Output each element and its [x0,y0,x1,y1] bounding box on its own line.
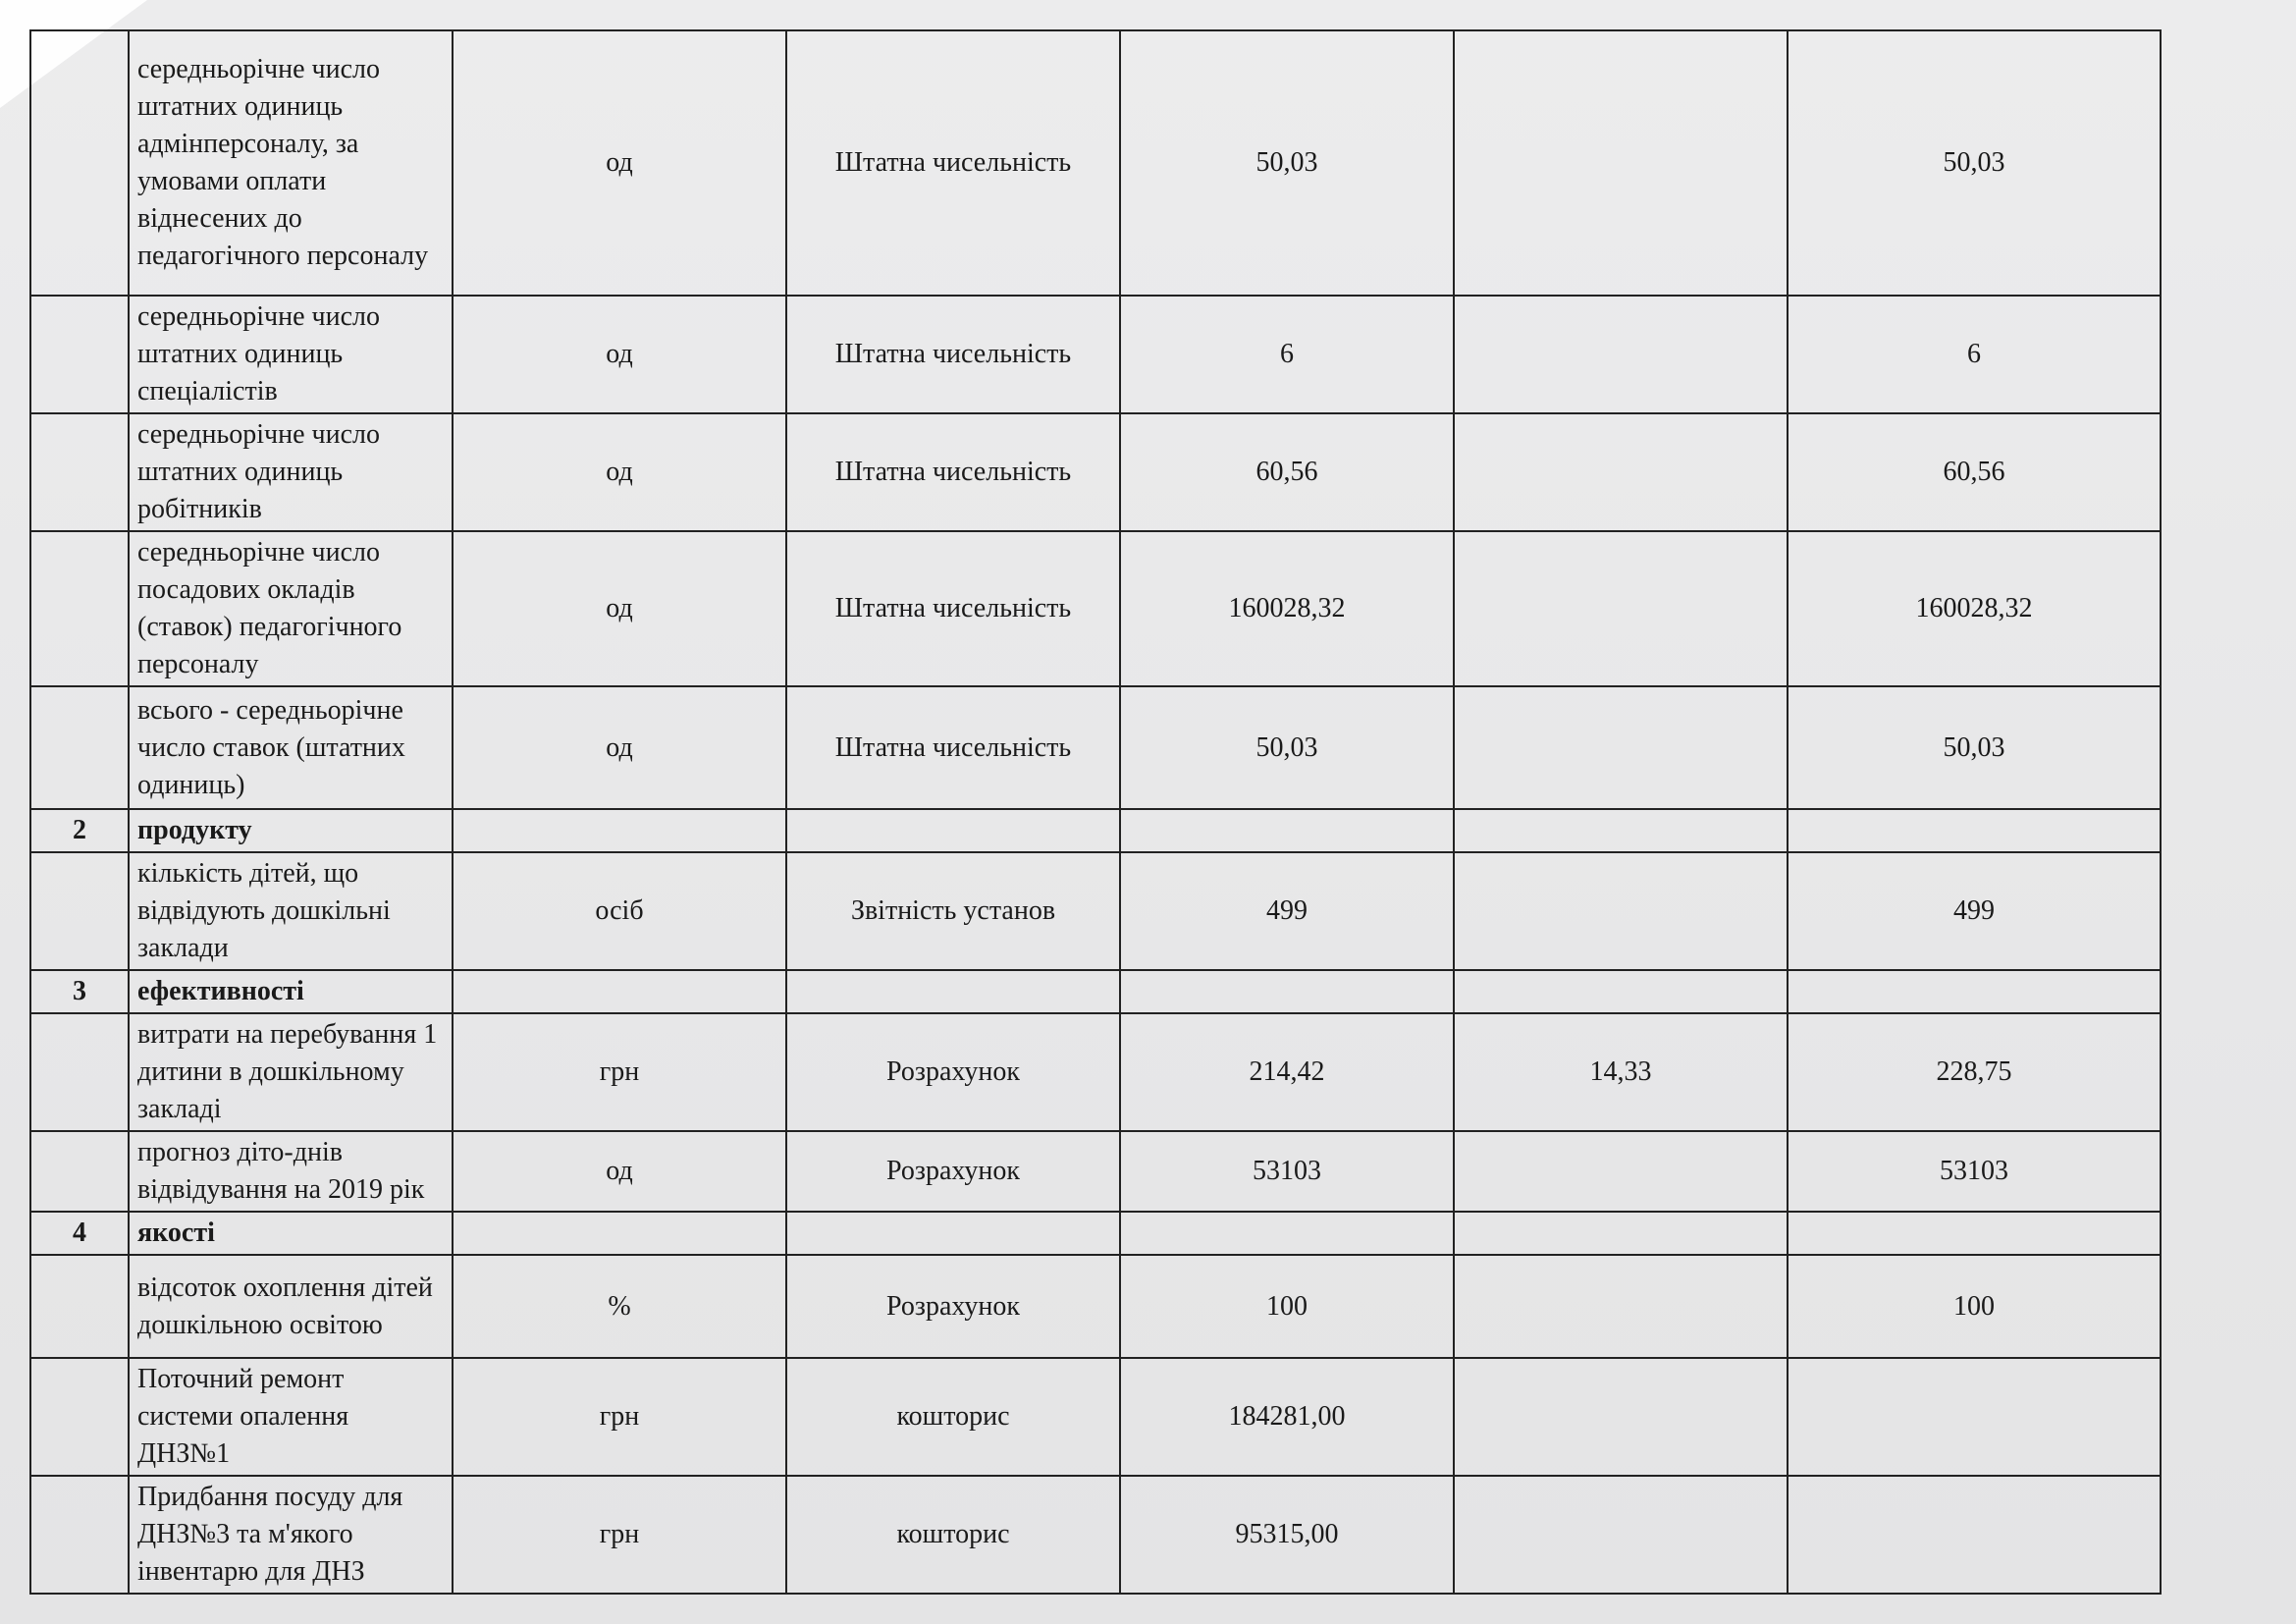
value-cell-3: 499 [1788,852,2161,970]
unit-cell: од [453,686,786,809]
unit-cell: грн [453,1013,786,1131]
indicator-name-cell: кількість дітей, що відвідують дошкільні заклади [129,852,453,970]
table-row [30,1358,2161,1476]
value-cell-1: 100 [1120,1255,1454,1358]
row-number-cell [30,1013,129,1131]
value-cell-2 [1454,30,1788,296]
table-row [30,531,2161,686]
source-cell [786,809,1120,852]
value-cell-2 [1454,1255,1788,1358]
table-row [30,1255,2161,1358]
value-cell-1: 95315,00 [1120,1476,1454,1594]
unit-cell: грн [453,1358,786,1476]
row-number-cell [30,1131,129,1212]
row-number-cell [30,30,129,296]
value-cell-3: 160028,32 [1788,531,2161,686]
value-cell-2 [1454,413,1788,531]
unit-cell: % [453,1255,786,1358]
source-cell: Штатна чисельність [786,296,1120,413]
value-cell-2 [1454,1476,1788,1594]
value-cell-3: 100 [1788,1255,2161,1358]
value-cell-2: 14,33 [1454,1013,1788,1131]
row-number-cell [30,413,129,531]
value-cell-2 [1454,852,1788,970]
indicator-name-cell: прогноз діто-днів відвідування на 2019 рік [129,1131,453,1212]
source-cell: Штатна чисельність [786,30,1120,296]
unit-cell: од [453,1131,786,1212]
source-cell: Розрахунок [786,1013,1120,1131]
table-row [30,1131,2161,1212]
source-cell [786,1212,1120,1255]
section-number-cell: 2 [30,809,129,852]
section-row [30,970,2161,1013]
value-cell-2 [1454,1212,1788,1255]
value-cell-1: 160028,32 [1120,531,1454,686]
source-cell: Штатна чисельність [786,686,1120,809]
source-cell: кошторис [786,1358,1120,1476]
value-cell-1: 50,03 [1120,30,1454,296]
indicator-name-cell: середньорічне число штатних одиниць спеціалістів [129,296,453,413]
section-number-cell: 4 [30,1212,129,1255]
value-cell-1: 50,03 [1120,686,1454,809]
row-number-cell [30,296,129,413]
indicator-name-cell: відсоток охоплення дітей дошкільною освітою [129,1255,453,1358]
value-cell-3: 53103 [1788,1131,2161,1212]
value-cell-3: 50,03 [1788,30,2161,296]
row-number-cell [30,852,129,970]
value-cell-2 [1454,1131,1788,1212]
table-row [30,852,2161,970]
source-cell: Розрахунок [786,1255,1120,1358]
value-cell-2 [1454,296,1788,413]
value-cell-3 [1788,970,2161,1013]
section-title-cell: продукту [129,809,453,852]
value-cell-3 [1788,1358,2161,1476]
indicators-table [29,29,2162,1595]
table-row [30,413,2161,531]
value-cell-3 [1788,1476,2161,1594]
unit-cell [453,970,786,1013]
source-cell [786,970,1120,1013]
value-cell-3: 60,56 [1788,413,2161,531]
value-cell-1: 6 [1120,296,1454,413]
value-cell-3: 228,75 [1788,1013,2161,1131]
value-cell-1: 184281,00 [1120,1358,1454,1476]
table-row [30,296,2161,413]
table-row [30,1476,2161,1594]
indicator-name-cell: витрати на перебування 1 дитини в дошкільному закладі [129,1013,453,1131]
row-number-cell [30,531,129,686]
indicators-table-body [30,30,2161,1594]
value-cell-2 [1454,970,1788,1013]
unit-cell: од [453,30,786,296]
value-cell-1: 53103 [1120,1131,1454,1212]
indicator-name-cell: Придбання посуду для ДНЗ№3 та м'якого інвентарю для ДНЗ [129,1476,453,1594]
value-cell-1: 60,56 [1120,413,1454,531]
source-cell: Штатна чисельність [786,531,1120,686]
section-number-cell: 3 [30,970,129,1013]
row-number-cell [30,1255,129,1358]
section-title-cell: ефективності [129,970,453,1013]
unit-cell: осіб [453,852,786,970]
value-cell-1: 214,42 [1120,1013,1454,1131]
unit-cell: од [453,413,786,531]
source-cell: Звітність установ [786,852,1120,970]
indicator-name-cell: середньорічне число посадових окладів (ставок) педагогічного персоналу [129,531,453,686]
value-cell-2 [1454,531,1788,686]
unit-cell: грн [453,1476,786,1594]
section-title-cell: якості [129,1212,453,1255]
table-row [30,1013,2161,1131]
value-cell-1 [1120,970,1454,1013]
source-cell: кошторис [786,1476,1120,1594]
value-cell-2 [1454,686,1788,809]
value-cell-2 [1454,1358,1788,1476]
section-row [30,1212,2161,1255]
indicator-name-cell: середньорічне число штатних одиниць робітників [129,413,453,531]
source-cell: Штатна чисельність [786,413,1120,531]
value-cell-1 [1120,809,1454,852]
unit-cell: од [453,531,786,686]
unit-cell: од [453,296,786,413]
indicator-name-cell: Поточний ремонт системи опалення ДНЗ№1 [129,1358,453,1476]
value-cell-3: 50,03 [1788,686,2161,809]
value-cell-1 [1120,1212,1454,1255]
section-row [30,809,2161,852]
row-number-cell [30,686,129,809]
indicator-name-cell: всього - середньорічне число ставок (штатних одиниць) [129,686,453,809]
row-number-cell [30,1476,129,1594]
value-cell-3 [1788,1212,2161,1255]
table-row [30,30,2161,296]
unit-cell [453,809,786,852]
row-number-cell [30,1358,129,1476]
value-cell-2 [1454,809,1788,852]
indicator-name-cell: середньорічне число штатних одиниць адмінперсоналу, за умовами оплати віднесених до педагогічного персоналу [129,30,453,296]
value-cell-3 [1788,809,2161,852]
source-cell: Розрахунок [786,1131,1120,1212]
value-cell-1: 499 [1120,852,1454,970]
unit-cell [453,1212,786,1255]
value-cell-3: 6 [1788,296,2161,413]
table-row [30,686,2161,809]
